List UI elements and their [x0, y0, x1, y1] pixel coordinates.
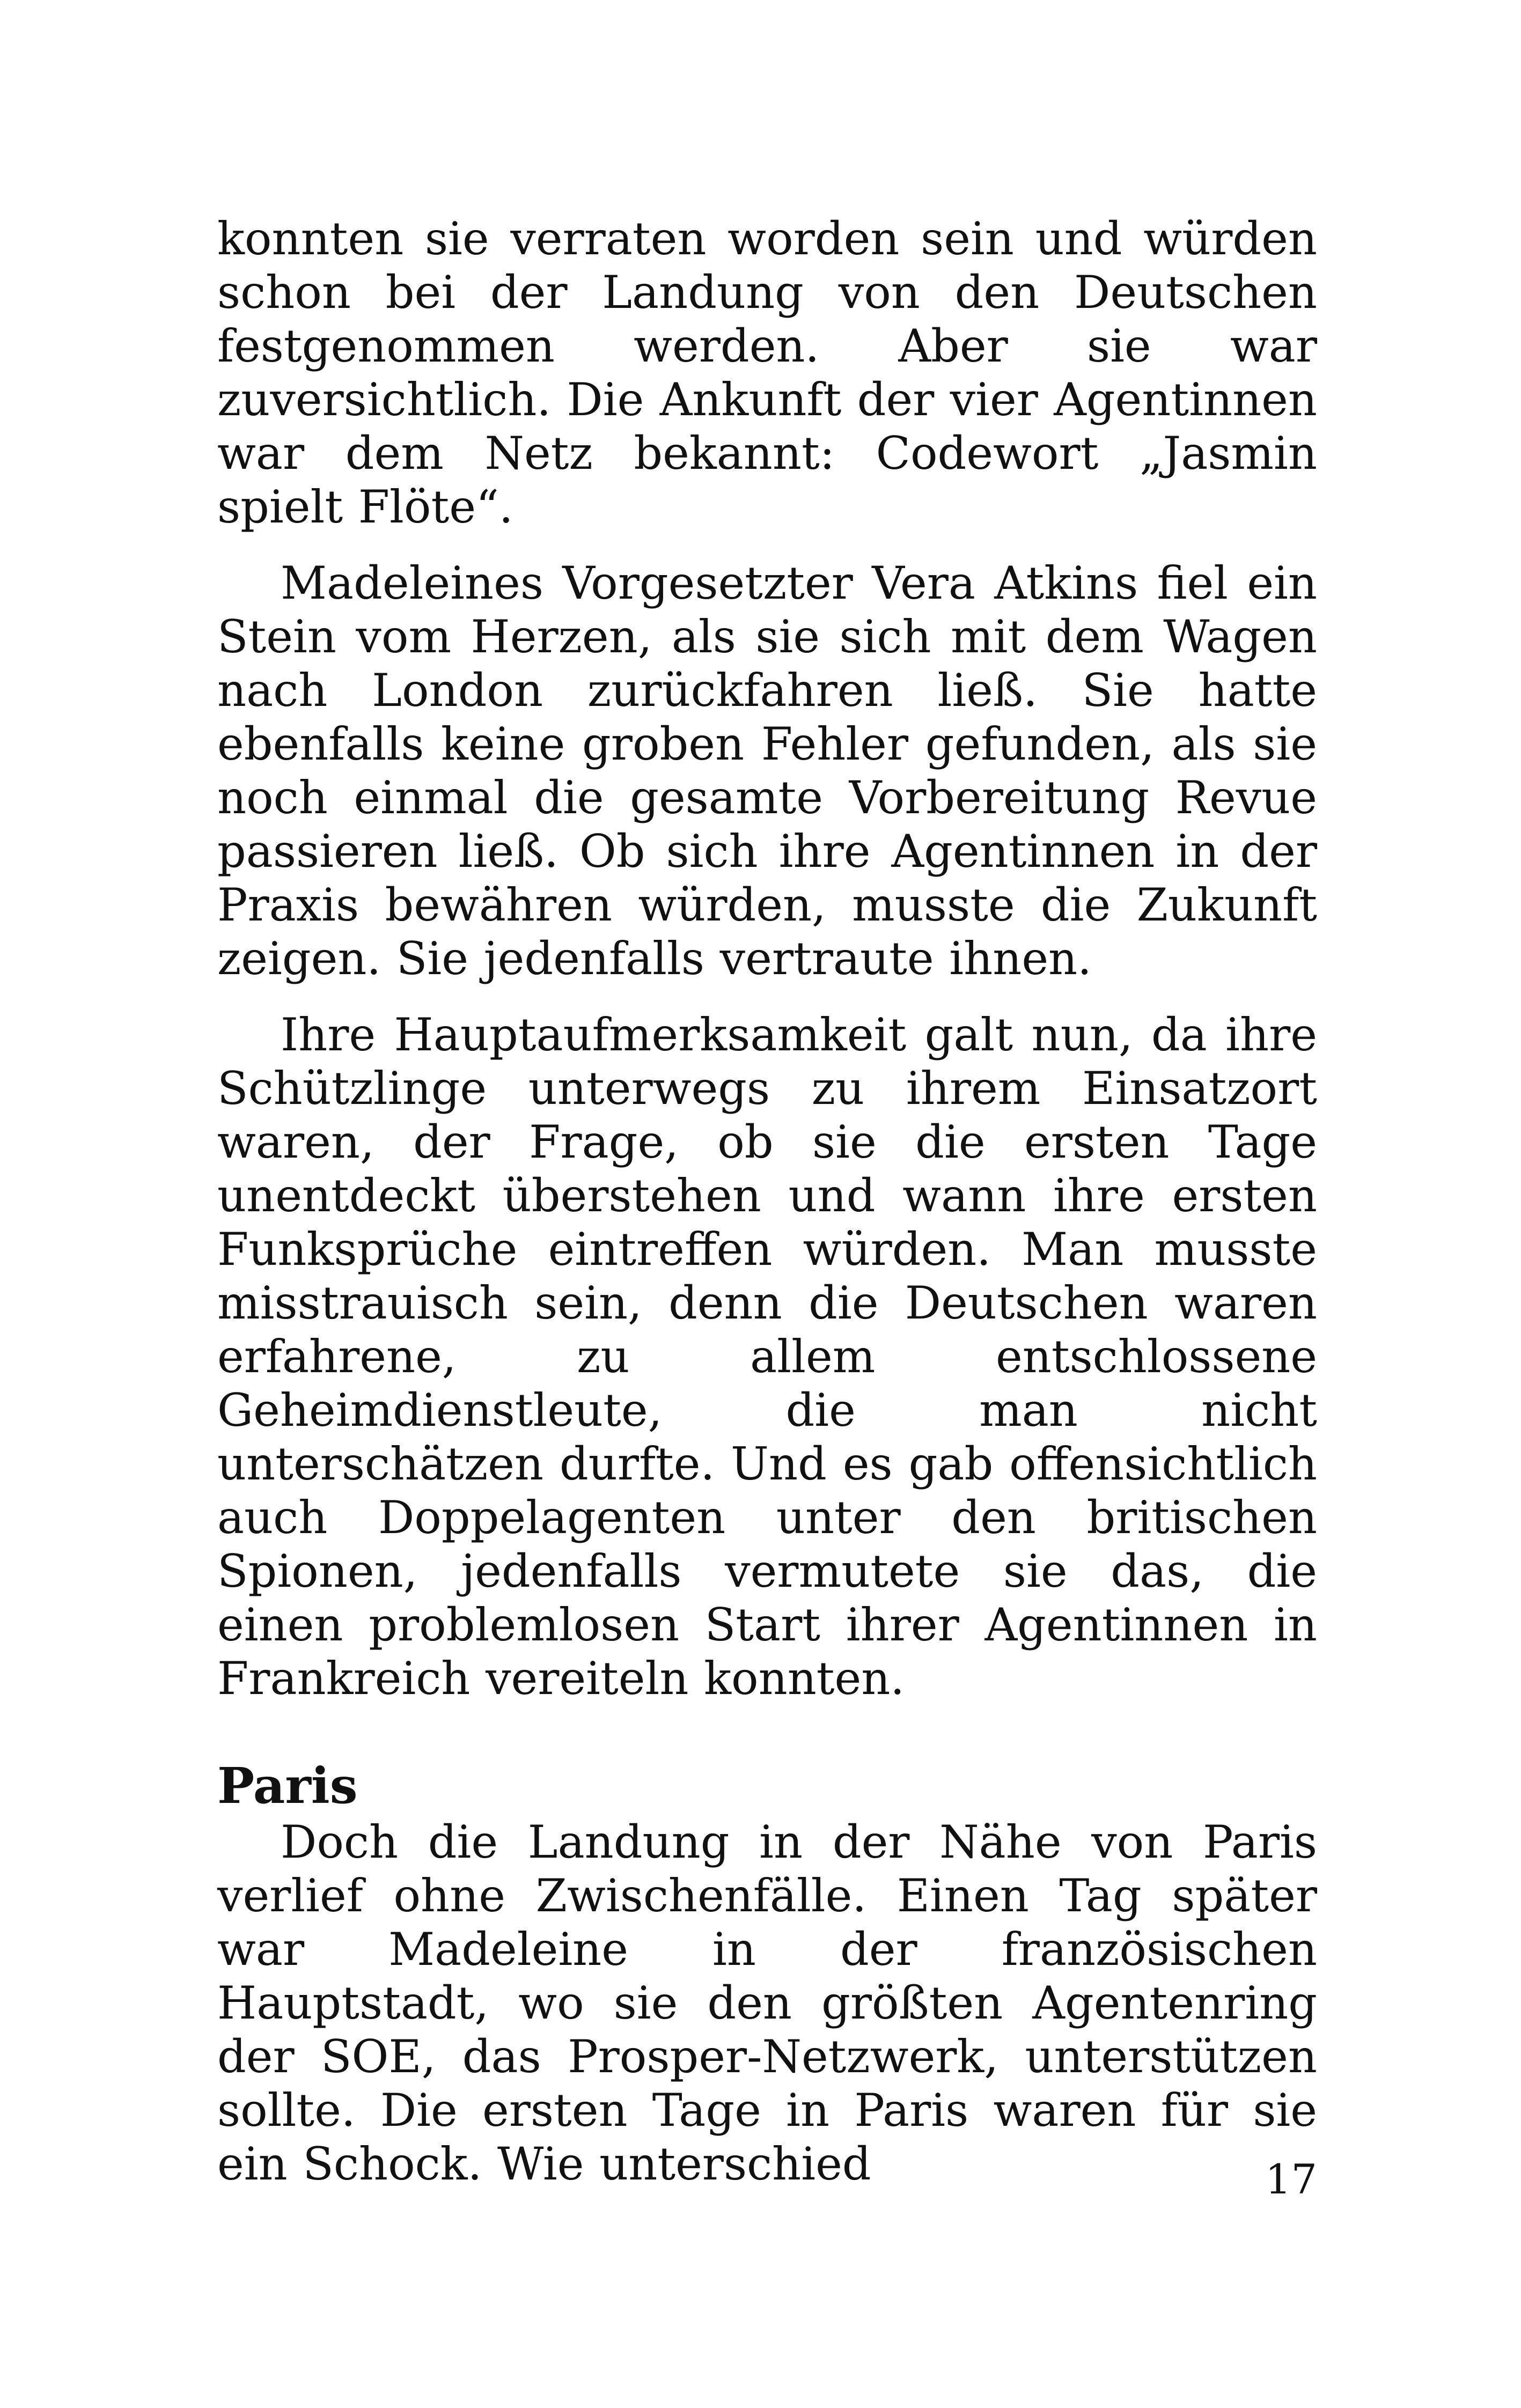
paragraph-2: Madeleines Vorgesetzter Vera Atkins fiel ein Stein vom Herzen, als sie sich mit dem Wagen nach London zurückfahren ließ. Sie hatte ebenfalls keine groben Fehler gefunden, als sie noch einmal die gesamte Vorbereitung Revue passieren ließ. Ob sich ihre Agentinnen in der Praxis bewähren würden, musste die Zukunft zeigen. Sie jedenfalls vertraute ihnen. [217, 557, 1317, 985]
paragraph-gap [217, 534, 1317, 556]
paragraph-3: Ihre Hauptaufmerksamkeit galt nun, da ihre Schützlinge unterwegs zu ihrem Einsatzort waren, der Frage, ob sie die ersten Tage unentdeckt überstehen und wann ihre ersten Funksprüche eintreffen würden. Man musste misstrauisch sein, denn die Deutschen waren erfahrene, zu allem entschlossene Geheimdienstleute, die man nicht unterschätzen durfte. Und es gab offensichtlich auch Doppelagenten unter den britischen Spionen, jedenfalls vermutete sie das, die einen problemlosen Start ihrer Agentinnen in Frankreich vereiteln konnten. [217, 1008, 1317, 1705]
paragraph-1: konnten sie verraten worden sein und würden schon bei der Landung von den Deutschen festgenommen werden. Aber sie war zuversichtlich. Die Ankunft der vier Agentinnen war dem Netz bekannt: Codewort „Jasmin spielt Flöte“. [217, 212, 1317, 533]
page-number: 17 [1265, 2155, 1317, 2203]
section-heading: Paris [217, 1757, 358, 1815]
body-text [217, 212, 1317, 2191]
paragraph-gap [217, 985, 1317, 1008]
paragraph-4: Doch die Landung in der Nähe von Paris verlief ohne Zwischenfälle. Einen Tag später war Madeleine in der französischen Hauptstadt, wo sie den größten Agentenring der SOE, das Prosper-Netzwerk, unterstützen sollte. Die ersten Tage in Paris waren für sie ein Schock. Wie unterschied [217, 1816, 1317, 2190]
